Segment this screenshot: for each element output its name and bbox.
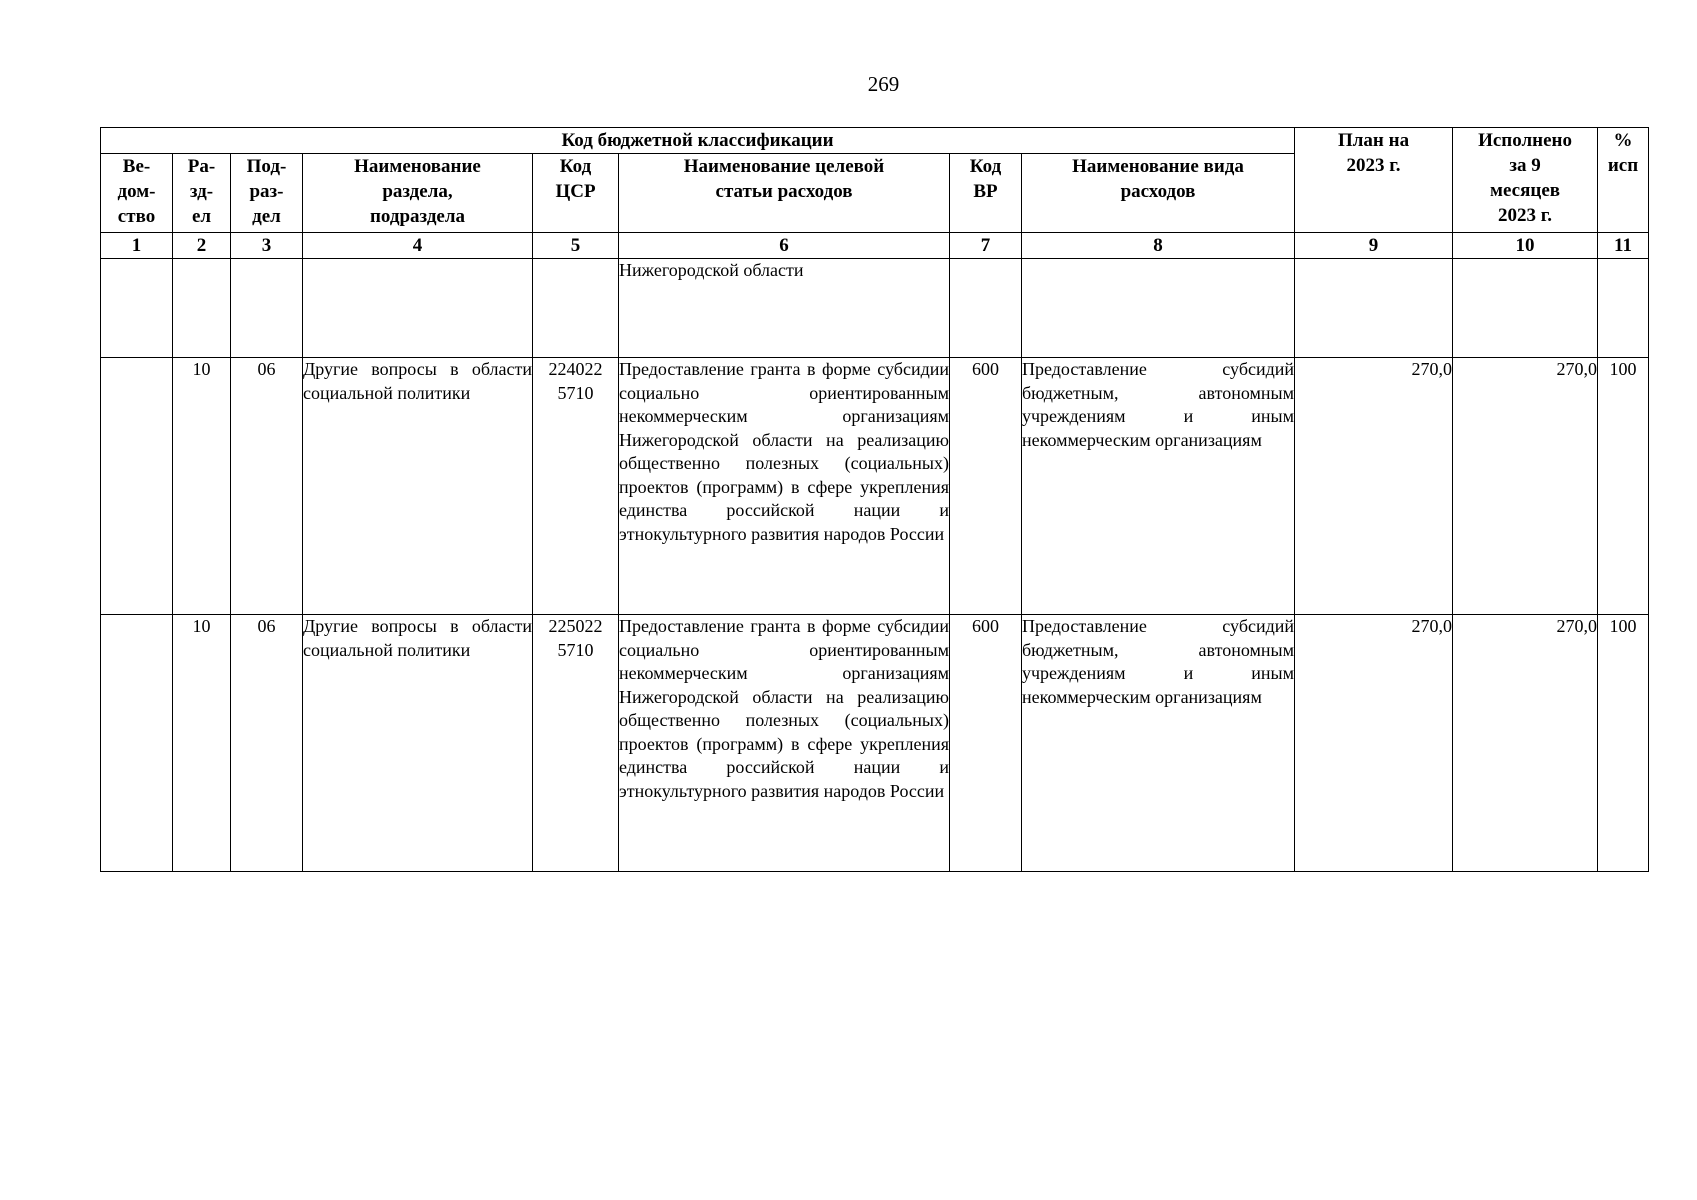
column-number: 3 bbox=[231, 233, 303, 259]
plan-cell: 270,0 bbox=[1295, 615, 1453, 872]
percent-header: % исп bbox=[1598, 128, 1649, 233]
razdel-cell: 10 bbox=[173, 358, 231, 615]
csr-cell: 225022 5710 bbox=[533, 615, 619, 872]
column-number: 4 bbox=[303, 233, 533, 259]
budget-table bbox=[100, 127, 1649, 872]
table-row bbox=[101, 358, 1649, 615]
razdel-name-cell: Другие вопросы в области социальной политики bbox=[303, 358, 533, 615]
percent-cell: 100 bbox=[1598, 615, 1649, 872]
vr-cell: 600 bbox=[950, 615, 1022, 872]
column-number: 8 bbox=[1022, 233, 1295, 259]
podrazdel-cell: 06 bbox=[231, 615, 303, 872]
vr-name-header: Наименование вида расходов bbox=[1022, 154, 1295, 233]
column-number: 7 bbox=[950, 233, 1022, 259]
vedomstvo-cell bbox=[101, 358, 173, 615]
article-name-cell: Предоставление гранта в форме субсидии социально ориентированным некоммерческим организациям Нижегородской области на реализацию общественно полезных (социальных) проектов (программ) в сфере укрепления единства российской нации и этнокультурного развития народов России bbox=[619, 358, 950, 615]
continuation-text: Нижегородской области bbox=[619, 259, 950, 358]
vr-name-cell: Предоставление субсидий бюджетным, автономным учреждениям и иным некоммерческим организациям bbox=[1022, 615, 1295, 872]
percent-cell: 100 bbox=[1598, 358, 1649, 615]
executed-cell: 270,0 bbox=[1453, 615, 1598, 872]
budget-classification-header: Код бюджетной классификации bbox=[101, 128, 1295, 154]
vedomstvo-cell bbox=[101, 615, 173, 872]
razdel-name-cell: Другие вопросы в области социальной политики bbox=[303, 615, 533, 872]
plan-header: План на 2023 г. bbox=[1295, 128, 1453, 233]
podrazdel-header: Под- раз- дел bbox=[231, 154, 303, 233]
column-number: 11 bbox=[1598, 233, 1649, 259]
column-numbers-row bbox=[101, 233, 1649, 259]
column-number: 9 bbox=[1295, 233, 1453, 259]
csr-cell: 224022 5710 bbox=[533, 358, 619, 615]
continuation-row bbox=[101, 259, 1649, 358]
vr-cell: 600 bbox=[950, 358, 1022, 615]
plan-cell: 270,0 bbox=[1295, 358, 1453, 615]
razdel-name-header: Наименование раздела, подраздела bbox=[303, 154, 533, 233]
vr-name-cell: Предоставление субсидий бюджетным, автономным учреждениям и иным некоммерческим организациям bbox=[1022, 358, 1295, 615]
column-number: 6 bbox=[619, 233, 950, 259]
vr-header: Код ВР bbox=[950, 154, 1022, 233]
column-number: 2 bbox=[173, 233, 231, 259]
column-number: 10 bbox=[1453, 233, 1598, 259]
executed-header: Исполнено за 9 месяцев 2023 г. bbox=[1453, 128, 1598, 233]
razdel-header: Ра- зд- ел bbox=[173, 154, 231, 233]
page-number: 269 bbox=[867, 72, 900, 96]
razdel-cell: 10 bbox=[173, 615, 231, 872]
vedomstvo-header: Ве- дом- ство bbox=[101, 154, 173, 233]
article-name-header: Наименование целевой статьи расходов bbox=[619, 154, 950, 233]
article-name-cell: Предоставление гранта в форме субсидии социально ориентированным некоммерческим организациям Нижегородской области на реализацию общественно полезных (социальных) проектов (программ) в сфере укрепления единства российской нации и этнокультурного развития народов России bbox=[619, 615, 950, 872]
csr-header: Код ЦСР bbox=[533, 154, 619, 233]
table-row bbox=[101, 615, 1649, 872]
column-number: 5 bbox=[533, 233, 619, 259]
column-number: 1 bbox=[101, 233, 173, 259]
executed-cell: 270,0 bbox=[1453, 358, 1598, 615]
podrazdel-cell: 06 bbox=[231, 358, 303, 615]
